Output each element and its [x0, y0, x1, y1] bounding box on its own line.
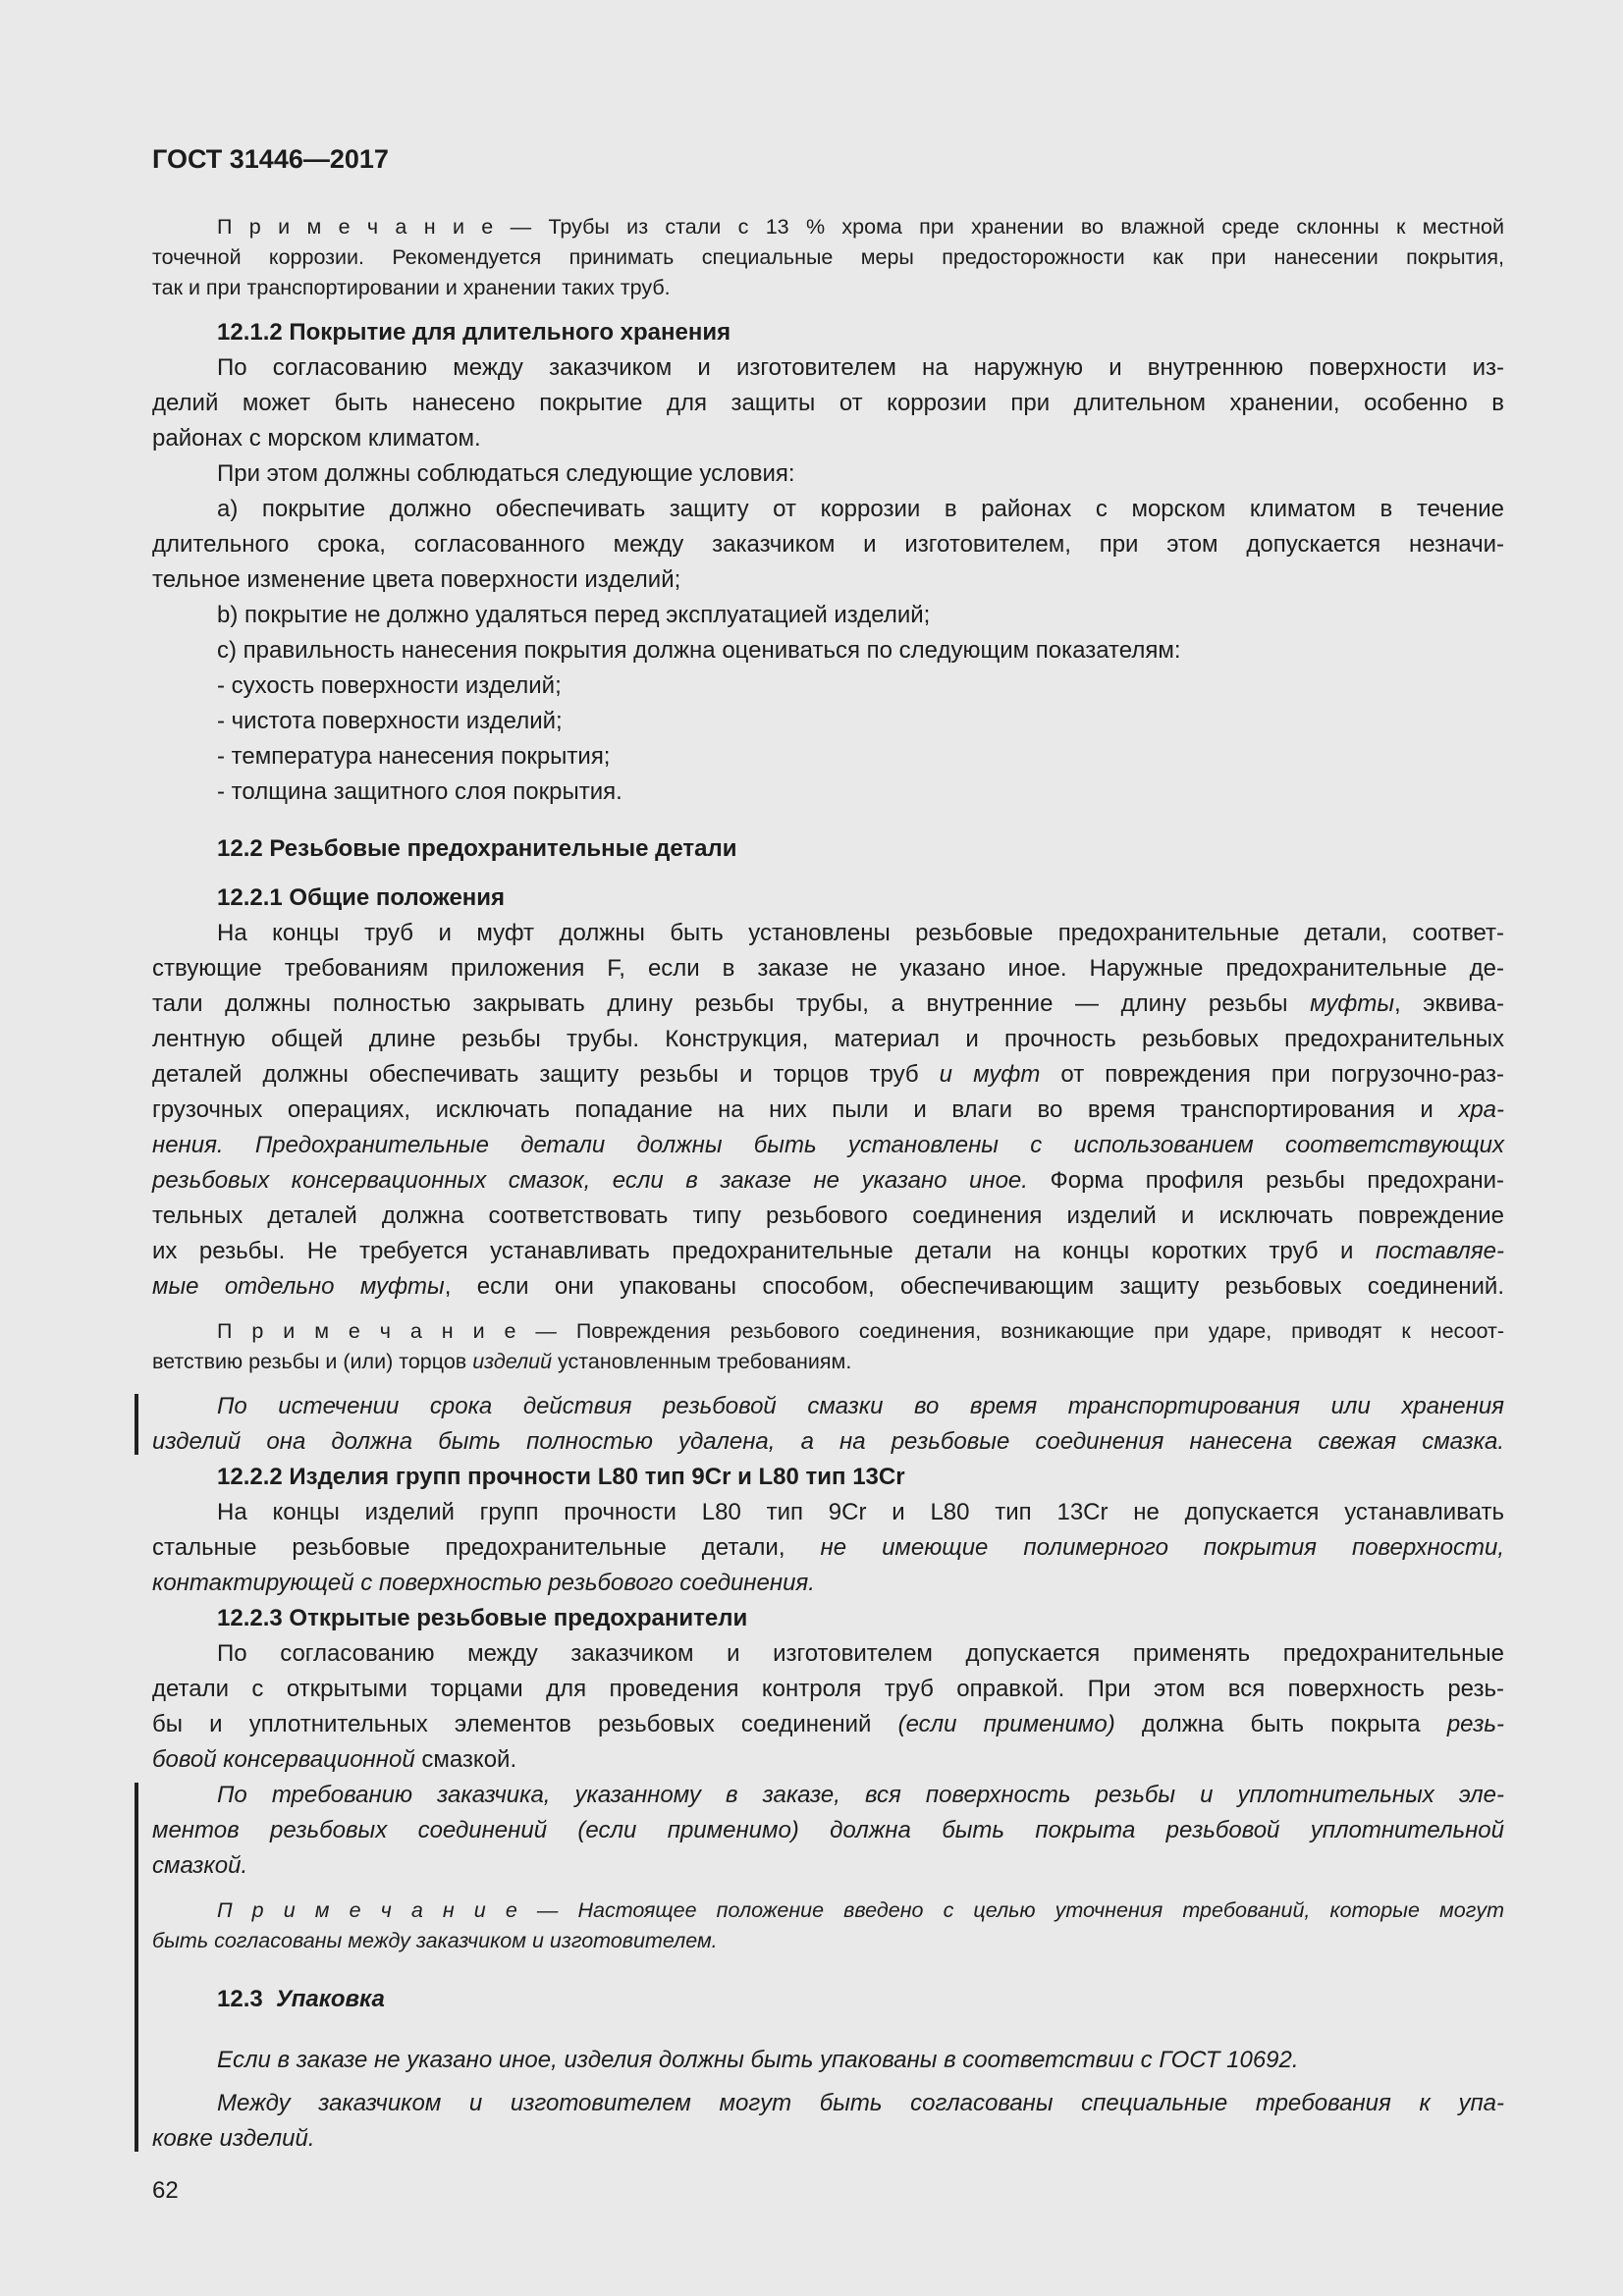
list-item-c: [152, 633, 1504, 668]
text-run: изделий она должна быть полностью удалена, а на резьбовые соединения нанесена свежая смазка.: [152, 1428, 1504, 1455]
text-line: [152, 350, 1504, 386]
text-run: так и при транспортировании и хранении таких труб.: [152, 276, 671, 299]
text-line: [152, 1742, 1504, 1778]
text-run: 12.2.3 Открытые резьбовые предохранители: [217, 1605, 748, 1631]
para-packaging-gost: [152, 2043, 1504, 2078]
text-line: [152, 704, 1504, 739]
text-run: стальные резьбовые предохранительные детали,: [152, 1534, 821, 1561]
text-run: По требованию заказчика, указанному в заказе, вся поверхность резьбы и уплотнительных эле-: [217, 1782, 1504, 1808]
text-run: районах с морском климатом.: [152, 425, 481, 452]
text-line: [152, 987, 1504, 1022]
text-line: [152, 1778, 1504, 1813]
text-run: от повреждения при погрузочно-раз-: [1040, 1061, 1504, 1088]
para-customer-sealing-grease: [152, 1778, 1504, 1884]
text-line: [152, 492, 1504, 527]
text-run: c) правильность нанесения покрытия должна оцениваться по следующим показателям:: [217, 637, 1181, 664]
text-run: лентную общей длине резьбы трубы. Конструкция, материал и прочность резьбовых предохранительных: [152, 1026, 1504, 1052]
para-grease-removal: [152, 1389, 1504, 1460]
text-run: По истечении срока действия резьбовой смазки во время транспортирования или хранения: [217, 1393, 1504, 1419]
text-line: [152, 1093, 1504, 1128]
text-run: ковке изделий.: [152, 2125, 315, 2152]
text-line: [152, 633, 1504, 668]
text-line: [152, 1672, 1504, 1707]
text-line: [152, 1813, 1504, 1848]
text-run: - температура нанесения покрытия;: [217, 743, 611, 770]
text-run: детали с открытыми торцами для проведения контроля труб оправкой. При этом вся поверхность резь-: [152, 1676, 1504, 1702]
text-run: П р и м е ч а н и е — Настоящее положение введено с целью уточнения требований, которые могут: [217, 1898, 1504, 1922]
text-line: [152, 2086, 1504, 2121]
para-protectors-general: [152, 916, 1504, 1305]
revision-marked-section: [152, 1778, 1504, 2157]
text-run: мые отдельно муфты: [152, 1273, 445, 1300]
text-run: резь-: [1446, 1711, 1505, 1737]
text-line: [152, 774, 1504, 810]
text-line: [152, 1636, 1504, 1672]
text-run: муфты: [1310, 990, 1395, 1017]
text-run: a) покрытие должно обеспечивать защиту от коррозии в районах с морском климатом в течение: [217, 496, 1504, 522]
text-run: резьбовых консервационных смазок, если в заказе не указано иное.: [152, 1167, 1028, 1194]
text-line: [152, 598, 1504, 633]
text-run: не имеющие полимерного покрытия поверхности,: [820, 1534, 1505, 1561]
text-line: [152, 242, 1504, 273]
list-item-dash-2: [152, 704, 1504, 739]
text-run: П р и м е ч а н и е — Трубы из стали с 13 % хрома при хранении во влажной среде склонны к местной: [217, 215, 1504, 239]
text-line: [152, 1128, 1504, 1163]
text-line: [152, 1424, 1504, 1460]
text-line: [152, 421, 1504, 456]
text-run: Форма профиля резьбы предохрани-: [1027, 1167, 1504, 1194]
text-line: [152, 1926, 1504, 1956]
text-run: тали должны полностью закрывать длину резьбы трубы, а внутренние — длину резьбы: [152, 990, 1311, 1017]
text-run: , эквива-: [1394, 990, 1504, 1017]
text-run: делий может быть нанесено покрытие для защиты от коррозии при длительном хранении, особенно в: [152, 390, 1504, 416]
text-run: должна быть покрыта: [1114, 1711, 1447, 1737]
para-long-storage-coating: [152, 350, 1504, 456]
text-line: [152, 1234, 1504, 1269]
text-run: По согласованию между заказчиком и изготовителем на наружную и внутреннюю поверхности из-: [217, 354, 1504, 381]
text-run: хра-: [1458, 1096, 1504, 1123]
list-item-dash-3: [152, 739, 1504, 774]
text-run: На концы изделий групп прочности L80 тип 9Cr и L80 тип 13Cr не допускается устанавливать: [217, 1499, 1504, 1525]
heading-12-2-2: [152, 1460, 1504, 1495]
revision-marked-section: [152, 1389, 1504, 1460]
text-run: точечной коррозии. Рекомендуется принимать специальные меры предосторожности как при нанесении покрытия,: [152, 245, 1504, 269]
text-line: [152, 1896, 1504, 1926]
text-run: смазкой.: [152, 1852, 248, 1879]
text-line: [152, 1022, 1504, 1057]
text-line: [152, 1601, 1504, 1636]
text-run: бы и уплотнительных элементов резьбовых соединений: [152, 1711, 898, 1737]
text-run: Между заказчиком и изготовителем могут быть согласованы специальные требования к упа-: [217, 2090, 1504, 2116]
section: [152, 212, 1504, 1377]
text-run: ментов резьбовых соединений (если применимо) должна быть покрыта резьбовой уплотнительной: [152, 1817, 1504, 1843]
page-number: 62: [152, 2177, 179, 2204]
text-line: [152, 2043, 1504, 2078]
text-run: - чистота поверхности изделий;: [217, 708, 563, 734]
text-run: контактирующей с поверхностью резьбового соединения.: [152, 1570, 815, 1596]
text-run: тельное изменение цвета поверхности изделий;: [152, 566, 681, 593]
text-line: [152, 1707, 1504, 1742]
text-line: [152, 2121, 1504, 2157]
text-run: быть согласованы между заказчиком и изготовителем.: [152, 1929, 718, 1952]
text-line: [152, 527, 1504, 562]
text-run: 12.2.2 Изделия групп прочности L80 тип 9Cr и L80 тип 13Cr: [217, 1464, 905, 1490]
text-run: и муфт: [939, 1061, 1041, 1088]
list-item-b: [152, 598, 1504, 633]
document-code: ГОСТ 31446—2017: [152, 144, 389, 174]
text-run: бовой консервационной: [152, 1746, 415, 1773]
note-clarification: [152, 1896, 1504, 1956]
text-line: [152, 212, 1504, 242]
text-line: [152, 1460, 1504, 1495]
text-run: грузочных операциях, исключать попадание на них пыли и влаги во время транспортирования и: [152, 1096, 1459, 1123]
note-thread-damage: [152, 1316, 1504, 1377]
text-run: нения. Предохранительные детали должны быть установлены с использованием соответствующих: [152, 1132, 1504, 1158]
text-line: [152, 273, 1504, 303]
text-line: [152, 456, 1504, 492]
para-conditions-intro: [152, 456, 1504, 492]
text-run: (если применимо): [897, 1711, 1115, 1737]
heading-12-3: [152, 1982, 1504, 2017]
text-line: [152, 1495, 1504, 1530]
text-line: [152, 1347, 1504, 1377]
text-run: изделий: [472, 1350, 553, 1373]
page-content: [152, 143, 1504, 2206]
text-run: - сухость поверхности изделий;: [217, 672, 562, 699]
text-line: [152, 562, 1504, 598]
text-line: [152, 1848, 1504, 1884]
para-packaging-special: [152, 2086, 1504, 2157]
text-run: Упаковка: [276, 1986, 385, 2012]
text-run: поставляе-: [1375, 1238, 1504, 1264]
text-run: смазкой.: [414, 1746, 517, 1773]
text-line: [152, 1389, 1504, 1424]
list-item-dash-1: [152, 668, 1504, 704]
text-run: На концы труб и муфт должны быть установлены резьбовые предохранительные детали, соответ-: [217, 920, 1504, 946]
text-line: [152, 881, 1504, 916]
text-run: деталей должны обеспечивать защиту резьбы и торцов труб: [152, 1061, 940, 1088]
text-line: [152, 1530, 1504, 1566]
text-run: 12.1.2 Покрытие для длительного хранения: [217, 319, 731, 346]
heading-12-2-1: [152, 881, 1504, 916]
text-line: [152, 916, 1504, 951]
text-run: установленным требованиям.: [552, 1350, 852, 1373]
text-line: [152, 315, 1504, 350]
text-run: - толщина защитного слоя покрытия.: [217, 778, 622, 805]
text-run: П р и м е ч а н и е — Повреждения резьбового соединения, возникающие при ударе, приводят к несоот-: [217, 1319, 1504, 1343]
text-run: ствующие требованиям приложения F, если в заказе не указано иное. Наружные предохранительные де-: [152, 955, 1504, 982]
text-line: [152, 1269, 1504, 1305]
text-run: По согласованию между заказчиком и изготовителем допускается применять предохранительные: [217, 1640, 1504, 1667]
text-line: [152, 1199, 1504, 1234]
para-9cr-13cr-protectors: [152, 1495, 1504, 1601]
text-line: [152, 1982, 1504, 2017]
heading-12-2: [152, 831, 1504, 867]
text-line: [152, 1566, 1504, 1601]
text-run: тельных деталей должна соответствовать типу резьбового соединения изделий и исключать повреждение: [152, 1202, 1504, 1229]
text-line: [152, 831, 1504, 867]
heading-12-1-2: [152, 315, 1504, 350]
text-run: При этом должны соблюдаться следующие условия:: [217, 460, 795, 487]
text-run: длительного срока, согласованного между заказчиком и изготовителем, при этом допускается незначи-: [152, 531, 1504, 558]
para-open-protectors: [152, 1636, 1504, 1778]
heading-12-2-3: [152, 1601, 1504, 1636]
list-item-a: [152, 492, 1504, 598]
text-line: [152, 1057, 1504, 1093]
note-chrome-pitting: [152, 212, 1504, 303]
text-run: b) покрытие не должно удаляться перед эксплуатацией изделий;: [217, 602, 931, 628]
text-run: 12.2.1 Общие положения: [217, 884, 506, 911]
text-run: 12.2 Резьбовые предохранительные детали: [217, 835, 737, 862]
text-run: их резьбы. Не требуется устанавливать предохранительные детали на концы коротких труб и: [152, 1238, 1376, 1264]
text-run: Если в заказе не указано иное, изделия должны быть упакованы в соответствии с ГОСТ 10692.: [217, 2047, 1299, 2073]
list-item-dash-4: [152, 774, 1504, 810]
document-body: [152, 212, 1504, 2157]
text-run: , если они упакованы способом, обеспечивающим защиту резьбовых соединений.: [444, 1273, 1504, 1300]
text-line: [152, 1163, 1504, 1199]
text-line: [152, 1316, 1504, 1347]
text-line: [152, 386, 1504, 421]
section: [152, 1460, 1504, 1778]
text-run: 12.3: [217, 1986, 277, 2012]
text-line: [152, 739, 1504, 774]
text-line: [152, 951, 1504, 987]
text-run: ветствию резьбы и (или) торцов: [152, 1350, 473, 1373]
text-line: [152, 668, 1504, 704]
